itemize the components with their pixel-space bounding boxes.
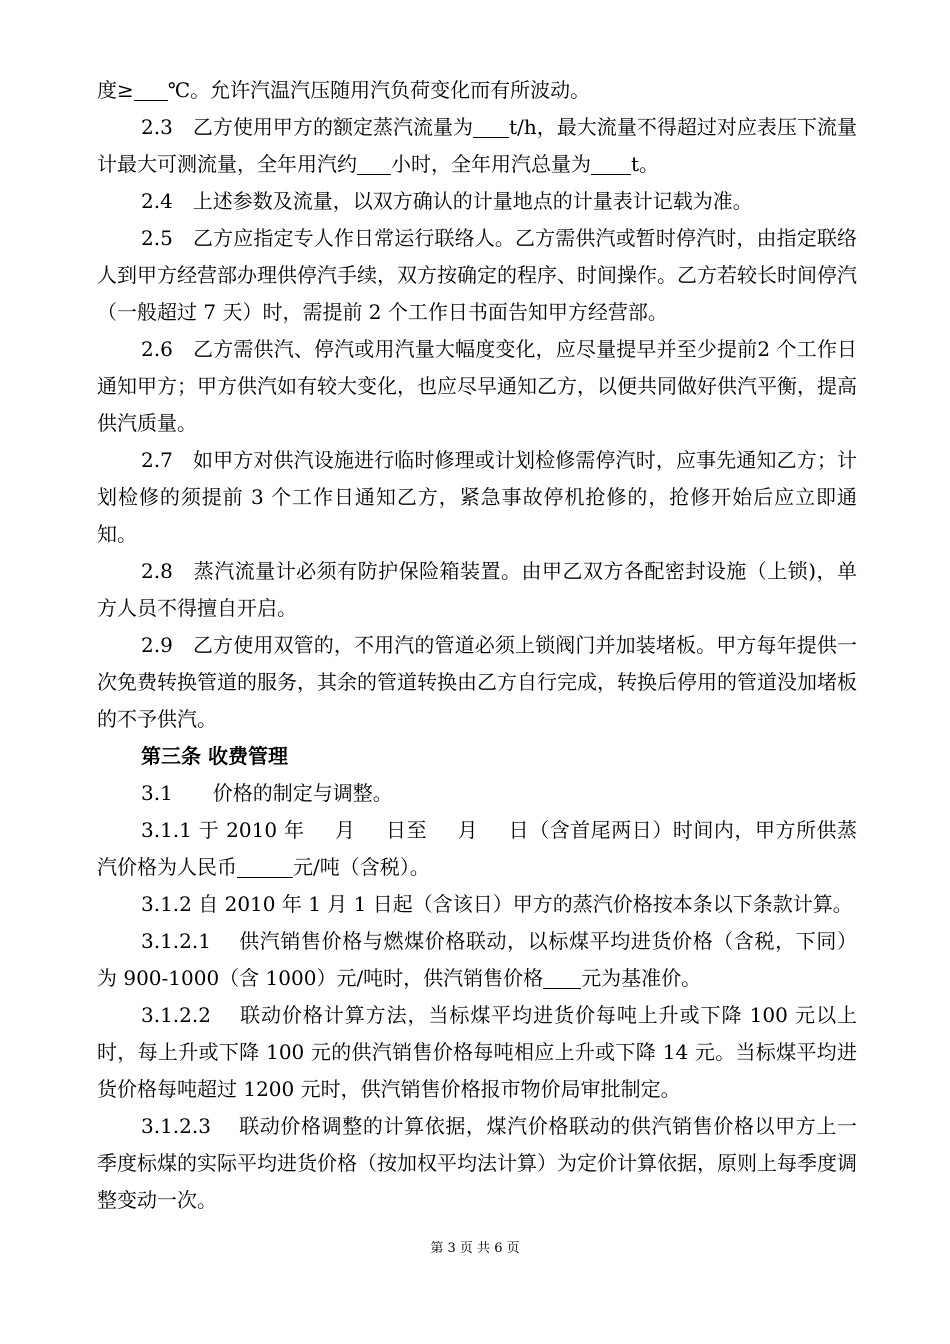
- text: 2.3 乙方使用甲方的额定蒸汽流量为: [141, 115, 474, 139]
- blank-flow-rate: [473, 111, 509, 138]
- paragraph-3-1-2: 3.1.2 自 2010 年 1 月 1 日起（含该日）甲方的蒸汽价格按本条以下条款计算。: [141, 892, 853, 916]
- text: 小时，全年用汽总量为: [391, 152, 591, 176]
- text: 月: [334, 818, 356, 842]
- text: 3.1.1 于 2010 年: [141, 818, 305, 842]
- blank-base-price: [543, 962, 581, 989]
- text: 度≥: [97, 78, 134, 102]
- paragraph-2-9: 2.9 乙方使用双管的，不用汽的管道必须上锁阀门并加装堵板。甲方每年提供一次免费转换管道的服务，其余的管道转换由乙方自行完成，转换后停用的管道没加堵板的不予供汽。: [97, 633, 857, 731]
- text: 日（含首尾两日）时间内，甲方所供蒸汽价格为人民币: [97, 818, 858, 879]
- paragraph-2-3: [97, 109, 857, 183]
- paragraph-3-1-2-2: 3.1.2.2 联动价格计算方法，当标煤平均进货价每吨上升或下降 100 元以上时，每上升或下降 100 元的供汽销售价格每吨相应上升或下降 14 元。当标煤平均进货价格每吨超过 1200 元时，供汽销售价格报市物价局审批制定。: [97, 1003, 857, 1101]
- paragraph-2-6: 2.6 乙方需供汽、停汽或用汽量大幅度变化，应尽量提早并至少提前2 个工作日通知甲方；甲方供汽如有较大变化，也应尽早通知乙方，以便共同做好供汽平衡，提高供汽质量。: [97, 337, 857, 435]
- document-body: [97, 72, 857, 1219]
- text: 月: [457, 818, 479, 842]
- paragraph-3-1-1: [97, 812, 857, 886]
- paragraph-3-1: 3.1 价格的制定与调整。: [141, 781, 393, 805]
- paragraph-2-7: 2.7 如甲方对供汽设施进行临时修理或计划检修需停汽时，应事先通知乙方；计划检修的须提前 3 个工作日通知乙方，紧急事故停机抢修的，抢修开始后应立即通知。: [97, 448, 857, 546]
- text: 3.1.2.1 供汽销售价格与燃煤价格联动，以标煤平均进货价格（含税，下同）为 900-1000（含 1000）元/吨时，供汽销售价格: [97, 929, 857, 990]
- text: 元为基准价。: [581, 966, 702, 990]
- page-number-footer: 第 3 页 共 6 页: [430, 1241, 520, 1256]
- text: 元/吨（含税）。: [293, 855, 430, 879]
- paragraph-2-5: 2.5 乙方应指定专人作日常运行联络人。乙方需供汽或暂时停汽时，由指定联络人到甲方经营部办理供停汽手续，双方按确定的程序、时间操作。乙方若较长时间停汽（一般超过 7 天）时，需提前 2 个工作日书面告知甲方经营部。: [97, 226, 857, 324]
- blank-total-volume: [591, 148, 631, 175]
- text: ℃。允许汽温汽压随用汽负荷变化而有所波动。: [167, 78, 591, 102]
- section-heading-3: 第三条 收费管理: [141, 744, 288, 768]
- paragraph-3-1-2-1: [97, 923, 857, 997]
- paragraph-2-4: 2.4 上述参数及流量，以双方确认的计量地点的计量表计记载为准。: [141, 189, 753, 213]
- paragraph-2-8: 2.8 蒸汽流量计必须有防护保险箱装置。由甲乙双方各配密封设施（上锁)，单方人员不得擅自开启。: [97, 559, 857, 620]
- blank-hours: [357, 148, 391, 175]
- paragraph-3-1-2-3: 3.1.2.3 联动价格调整的计算依据，煤汽价格联动的供汽销售价格以甲方上一季度标煤的实际平均进货价格（按加权平均法计算）为定价计算依据，原则上每季度调整变动一次。: [97, 1114, 857, 1212]
- blank-temperature: [134, 74, 168, 101]
- text: t。: [631, 152, 660, 176]
- blank-price: [237, 851, 293, 878]
- paragraph-2-2-continued: [97, 72, 857, 109]
- text: 日至: [385, 818, 428, 842]
- text: t/h，最大流量不得超过对应表压下流量计最大可测流量，全年用汽约: [97, 115, 857, 176]
